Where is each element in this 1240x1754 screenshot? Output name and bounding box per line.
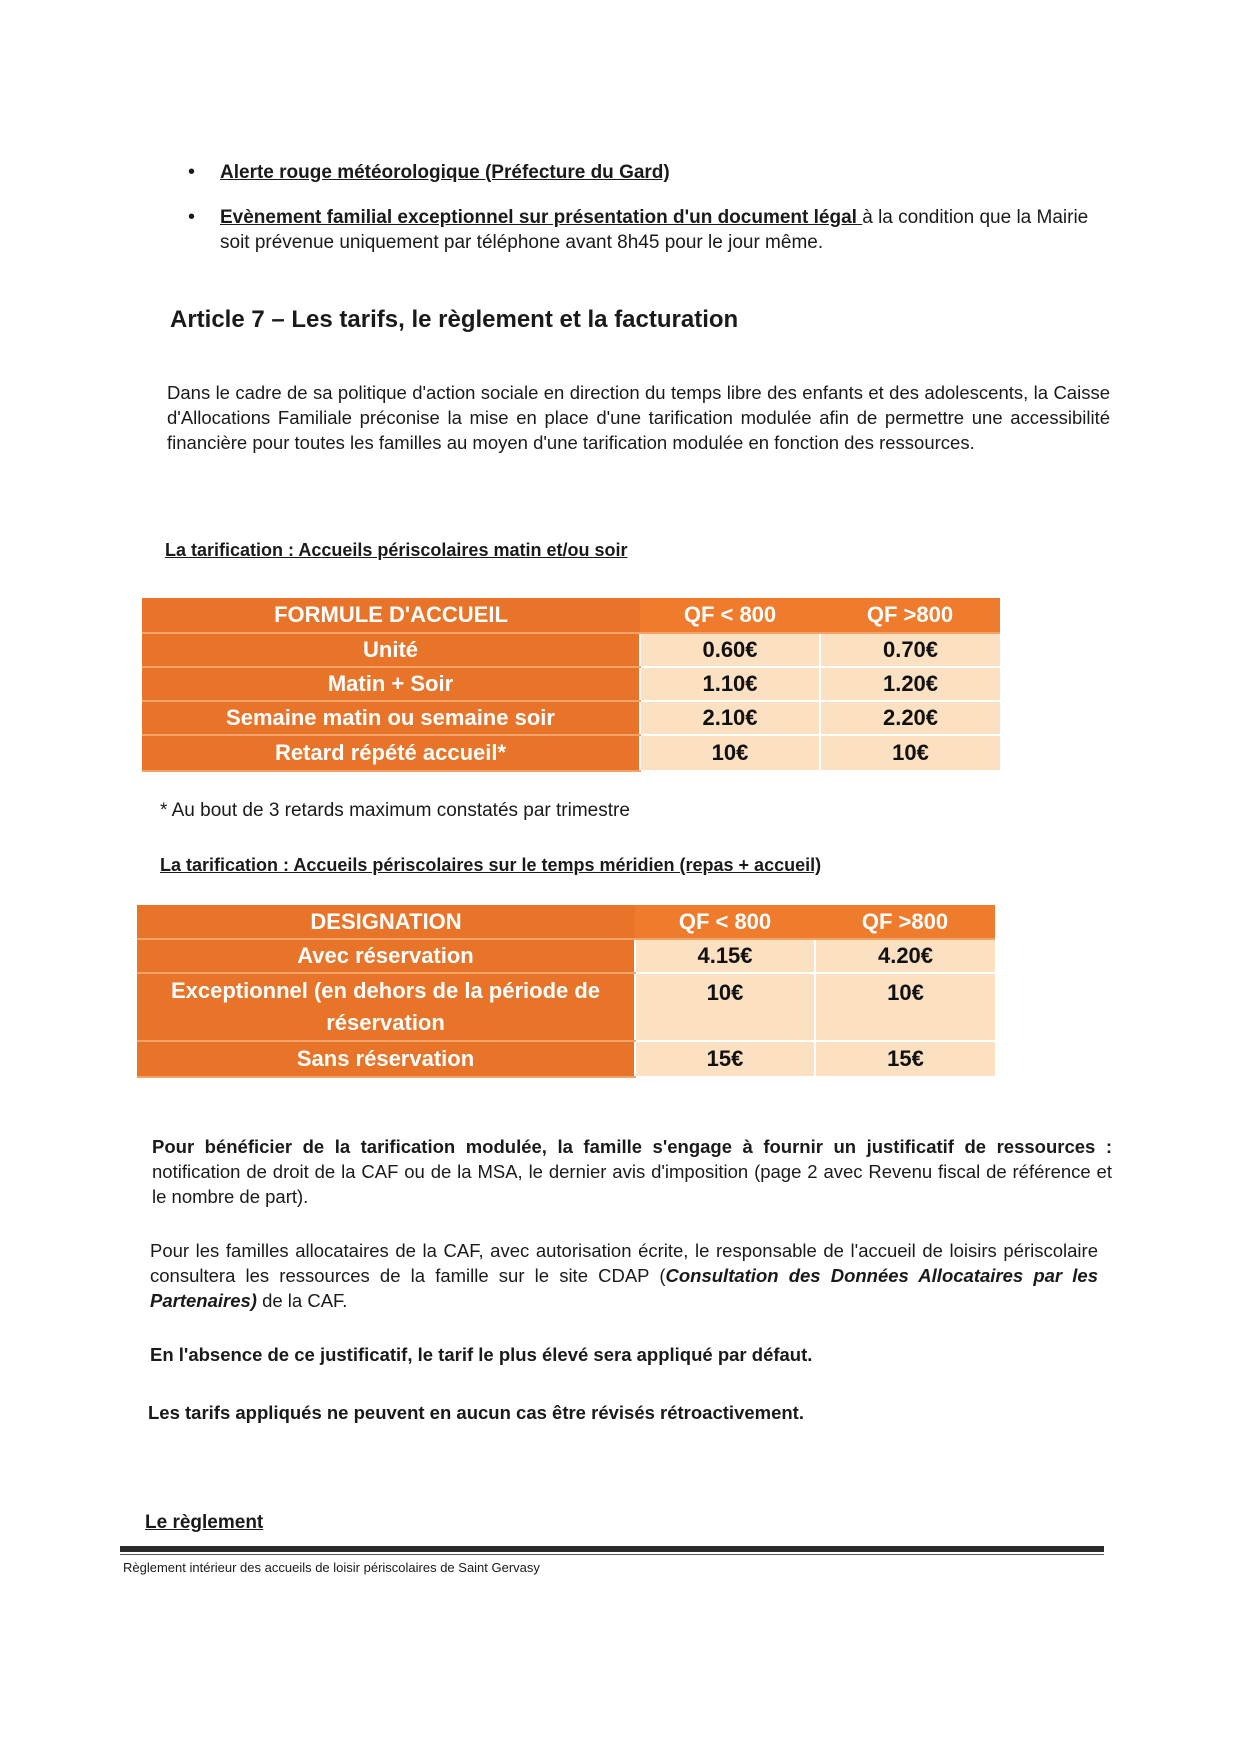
price-qf-low: 10€ [640, 735, 820, 771]
price-qf-low: 2.10€ [640, 701, 820, 735]
row-label: Matin + Soir [142, 667, 640, 701]
justificatif-paragraph [152, 1134, 1112, 1209]
price-qf-high: 4.20€ [815, 939, 995, 973]
tarif-table-matin-soir [142, 598, 1000, 772]
price-qf-high: 15€ [815, 1041, 995, 1077]
justificatif-text: notification de droit de la CAF ou de la MSA, le dernier avis d'imposition (page 2 avec Revenu fiscal de référence et le nombre de part). [152, 1161, 1112, 1207]
table-row [137, 939, 995, 973]
caf-paragraph [150, 1238, 1098, 1313]
table-row [142, 735, 1000, 771]
justificatif-bold-text: Pour bénéficier de la tarification modulée, la famille s'engage à fournir un justificatif de ressources : [152, 1136, 1112, 1157]
footnote: * Au bout de 3 retards maximum constatés par trimestre [160, 800, 630, 821]
footer-rule [120, 1546, 1104, 1552]
caf-text-start: Pour les familles allocataires de la CAF, avec autorisation écrite, le responsable de l'accueil de loisirs périscolaire consultera les ressources de la famille sur le site CDAP ( [150, 1240, 1098, 1286]
header-qf-high: QF >800 [820, 598, 1000, 633]
table-row [137, 973, 995, 1041]
bullet-text: à la condition que la Mairie soit prévenue uniquement par téléphone avant 8h45 pour le jour même. [220, 207, 1089, 253]
no-retroactive-line: Les tarifs appliqués ne peuvent en aucun cas être révisés rétroactivement. [148, 1402, 804, 1423]
price-qf-high: 1.20€ [820, 667, 1000, 701]
price-qf-low: 10€ [635, 973, 815, 1041]
row-label: Retard répété accueil* [142, 735, 640, 771]
table1-heading: La tarification : Accueils périscolaires matin et/ou soir [165, 540, 628, 560]
bullet-list [188, 160, 1118, 275]
intro-paragraph: Dans le cadre de sa politique d'action sociale en direction du temps libre des enfants et des adolescents, la Caisse d'Allocations Familiale préconise la mise en place d'une tarification modulée afin de permettre une accessibilité financière pour toutes les familles au moyen d'une tarification modulée en fonction des ressources. [167, 382, 1110, 453]
header-label: FORMULE D'ACCUEIL [142, 598, 640, 633]
footer-text: Règlement intérieur des accueils de loisir périscolaires de Saint Gervasy [123, 1560, 540, 1575]
table-header-row [142, 598, 1000, 633]
default-tariff-line: En l'absence de ce justificatif, le tarif le plus élevé sera appliqué par défaut. [150, 1344, 813, 1365]
tarif-table-meridien [137, 905, 995, 1078]
table-header-row [137, 905, 995, 939]
price-qf-high: 10€ [820, 735, 1000, 771]
price-qf-high: 10€ [815, 973, 995, 1041]
cdap-definition: Consultation des Données Allocataires par les Partenaires) [150, 1265, 1098, 1311]
price-qf-high: 2.20€ [820, 701, 1000, 735]
row-label: Unité [142, 633, 640, 667]
header-qf-low: QF < 800 [640, 598, 820, 633]
bullet-underlined-text: Evènement familial exceptionnel sur présentation d'un document légal [220, 207, 863, 228]
bullet-item [188, 160, 1118, 185]
bullet-item [188, 205, 1118, 255]
table2-heading: La tarification : Accueils périscolaires sur le temps méridien (repas + accueil) [160, 855, 822, 875]
article-title: Article 7 – Les tarifs, le règlement et la facturation [170, 306, 739, 333]
table-row [142, 701, 1000, 735]
header-qf-high: QF >800 [815, 905, 995, 939]
header-label: DESIGNATION [137, 905, 635, 939]
price-qf-high: 0.70€ [820, 633, 1000, 667]
row-label: Sans réservation [137, 1041, 635, 1077]
price-qf-low: 15€ [635, 1041, 815, 1077]
table-row [142, 667, 1000, 701]
row-label: Semaine matin ou semaine soir [142, 701, 640, 735]
table-row [137, 1041, 995, 1077]
bullet-underlined-text: Alerte rouge météorologique (Préfecture du Gard) [220, 162, 670, 183]
price-qf-low: 0.60€ [640, 633, 820, 667]
footer-rule-thin [120, 1554, 1104, 1555]
price-qf-low: 4.15€ [635, 939, 815, 973]
reglement-heading: Le règlement [145, 1512, 264, 1533]
table-row [142, 633, 1000, 667]
row-label: Exceptionnel (en dehors de la période de réservation [137, 973, 635, 1041]
row-label: Avec réservation [137, 939, 635, 973]
header-qf-low: QF < 800 [635, 905, 815, 939]
caf-text-end: de la CAF. [256, 1290, 348, 1311]
price-qf-low: 1.10€ [640, 667, 820, 701]
